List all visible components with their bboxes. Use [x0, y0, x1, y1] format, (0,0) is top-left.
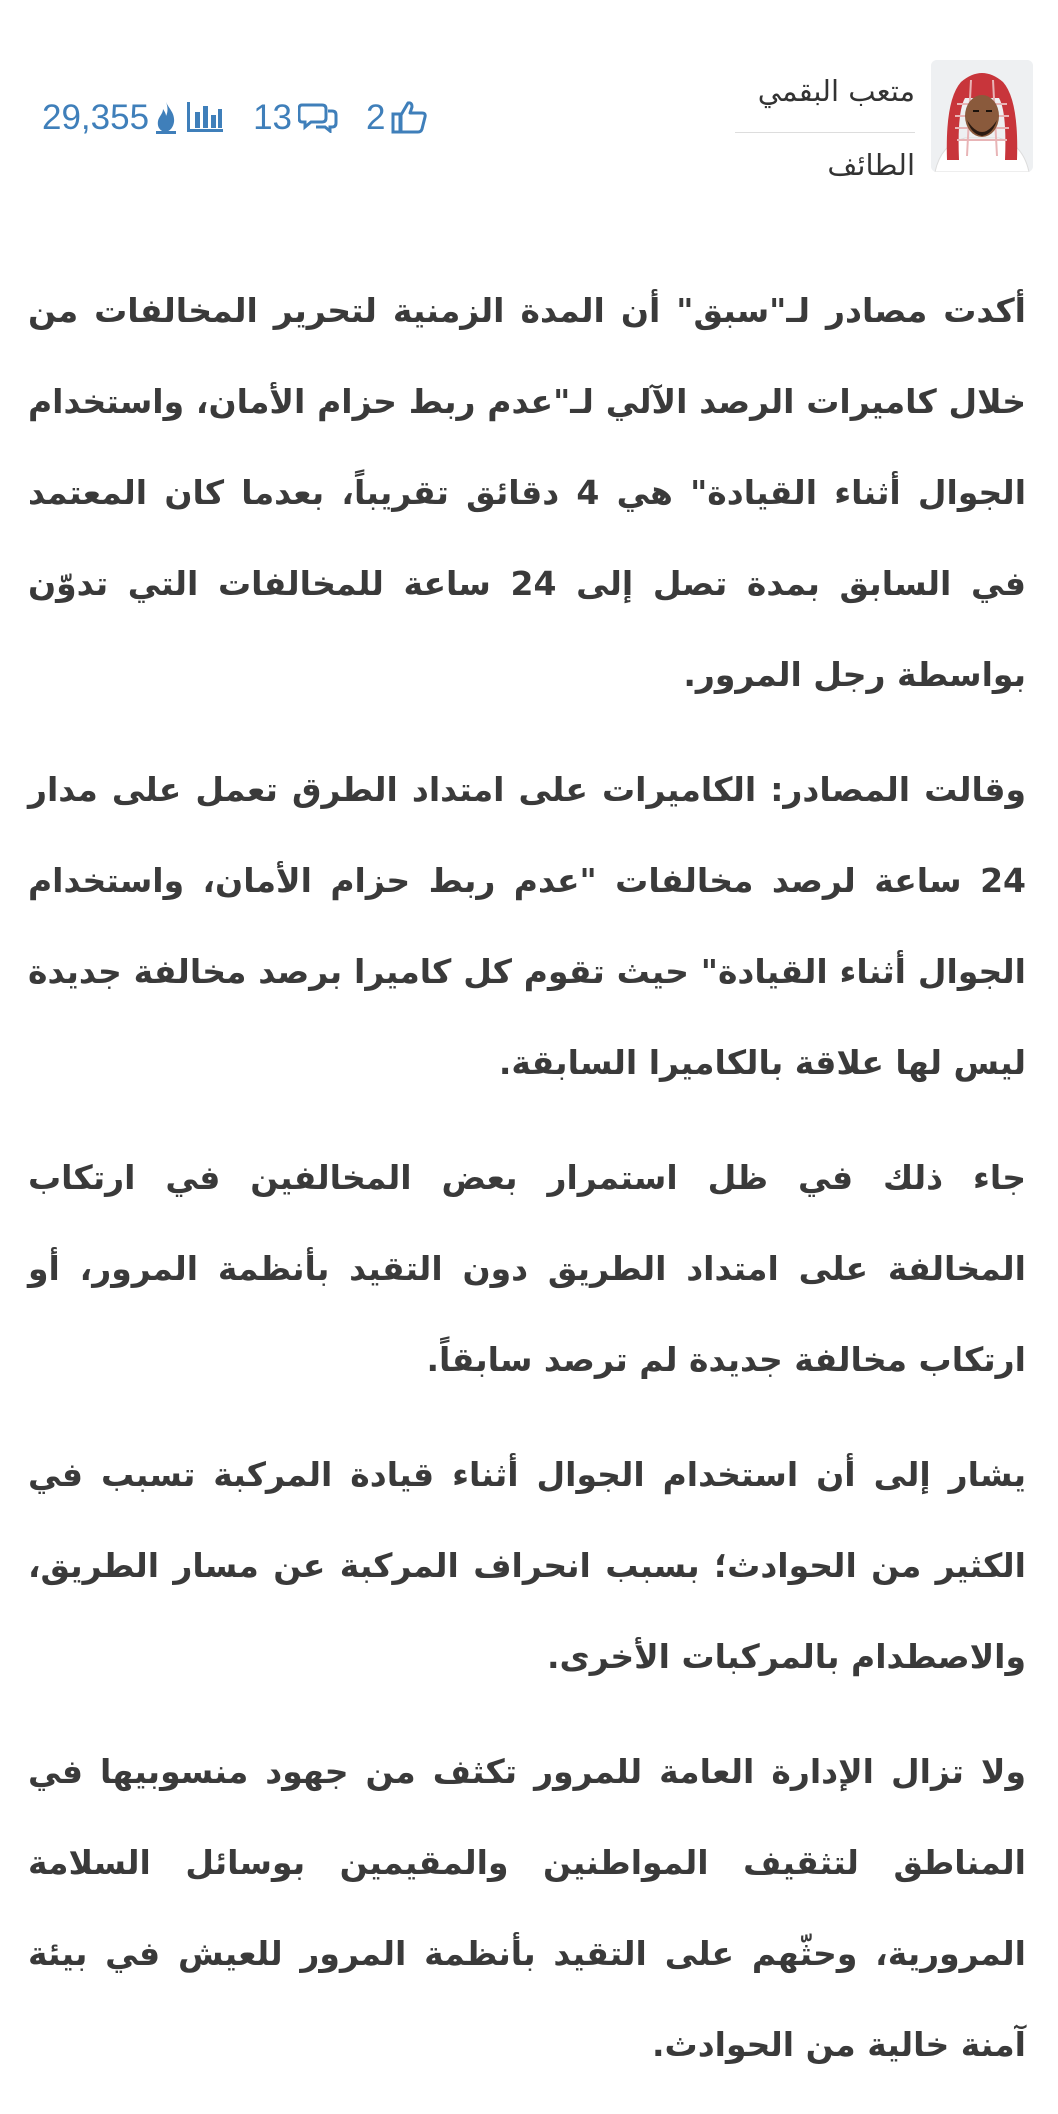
author-block[interactable]: [703, 60, 1033, 190]
article-header: [0, 50, 1058, 190]
thumbs-up-icon: [391, 100, 427, 134]
views-stat: [42, 97, 225, 137]
bar-chart-icon: [185, 100, 225, 134]
comments-icon: [298, 101, 338, 133]
author-divider: [735, 132, 915, 133]
article-paragraph: أكدت مصادر لـ"سبق" أن المدة الزمنية لتحرير المخالفات من خلال كاميرات الرصد الآلي لـ"عدم ربط حزام الأمان، واستخدام الجوال أثناء القيادة" هي 4 دقائق تقريباً، بعدما كان المعتمد في السابق بمدة تصل إلى 24 ساعة للمخالفات التي تدوّن بواسطة رجل المرور.: [28, 291, 1027, 694]
likes-count: 2: [366, 97, 386, 137]
comments-stat[interactable]: [253, 97, 338, 137]
article-paragraph: ولا تزال الإدارة العامة للمرور تكثف من جهود منسوبيها في المناطق لتثقيف المواطنين والمقيمين بوسائل السلامة المرورية، وحثّهم على التقيد بأنظمة المرور للعيش في بيئة آمنة خالية من الحوادث.: [28, 1752, 1026, 2064]
article-paragraph: يشار إلى أن استخدام الجوال أثناء قيادة المركبة تسبب في الكثير من الحوادث؛ بسبب انحراف المركبة عن مسار الطريق، والاصطدام بالمركبات الأخرى.: [28, 1455, 1026, 1676]
article-body: [28, 265, 1026, 2114]
comments-count: 13: [253, 97, 292, 137]
article-paragraph: جاء ذلك في ظل استمرار بعض المخالفين في ارتكاب المخالفة على امتداد الطريق دون التقيد بأنظمة المرور، أو ارتكاب مخالفة جديدة لم ترصد سابقاً.: [28, 1158, 1026, 1379]
views-count: 29,355: [42, 97, 150, 137]
author-name[interactable]: متعب البقمي: [757, 74, 915, 108]
likes-stat[interactable]: [366, 97, 427, 137]
flame-icon: [155, 100, 177, 134]
article-paragraph: وقالت المصادر: الكاميرات على امتداد الطرق تعمل على مدار 24 ساعة لرصد مخالفات "عدم ربط حزام الأمان، واستخدام الجوال أثناء القيادة" حيث تقوم كل كاميرا برصد مخالفة جديدة ليس لها علاقة بالكاميرا السابقة.: [28, 770, 1026, 1082]
avatar[interactable]: [931, 60, 1033, 172]
article-stats: [42, 92, 427, 142]
author-city: الطائف: [827, 148, 915, 182]
